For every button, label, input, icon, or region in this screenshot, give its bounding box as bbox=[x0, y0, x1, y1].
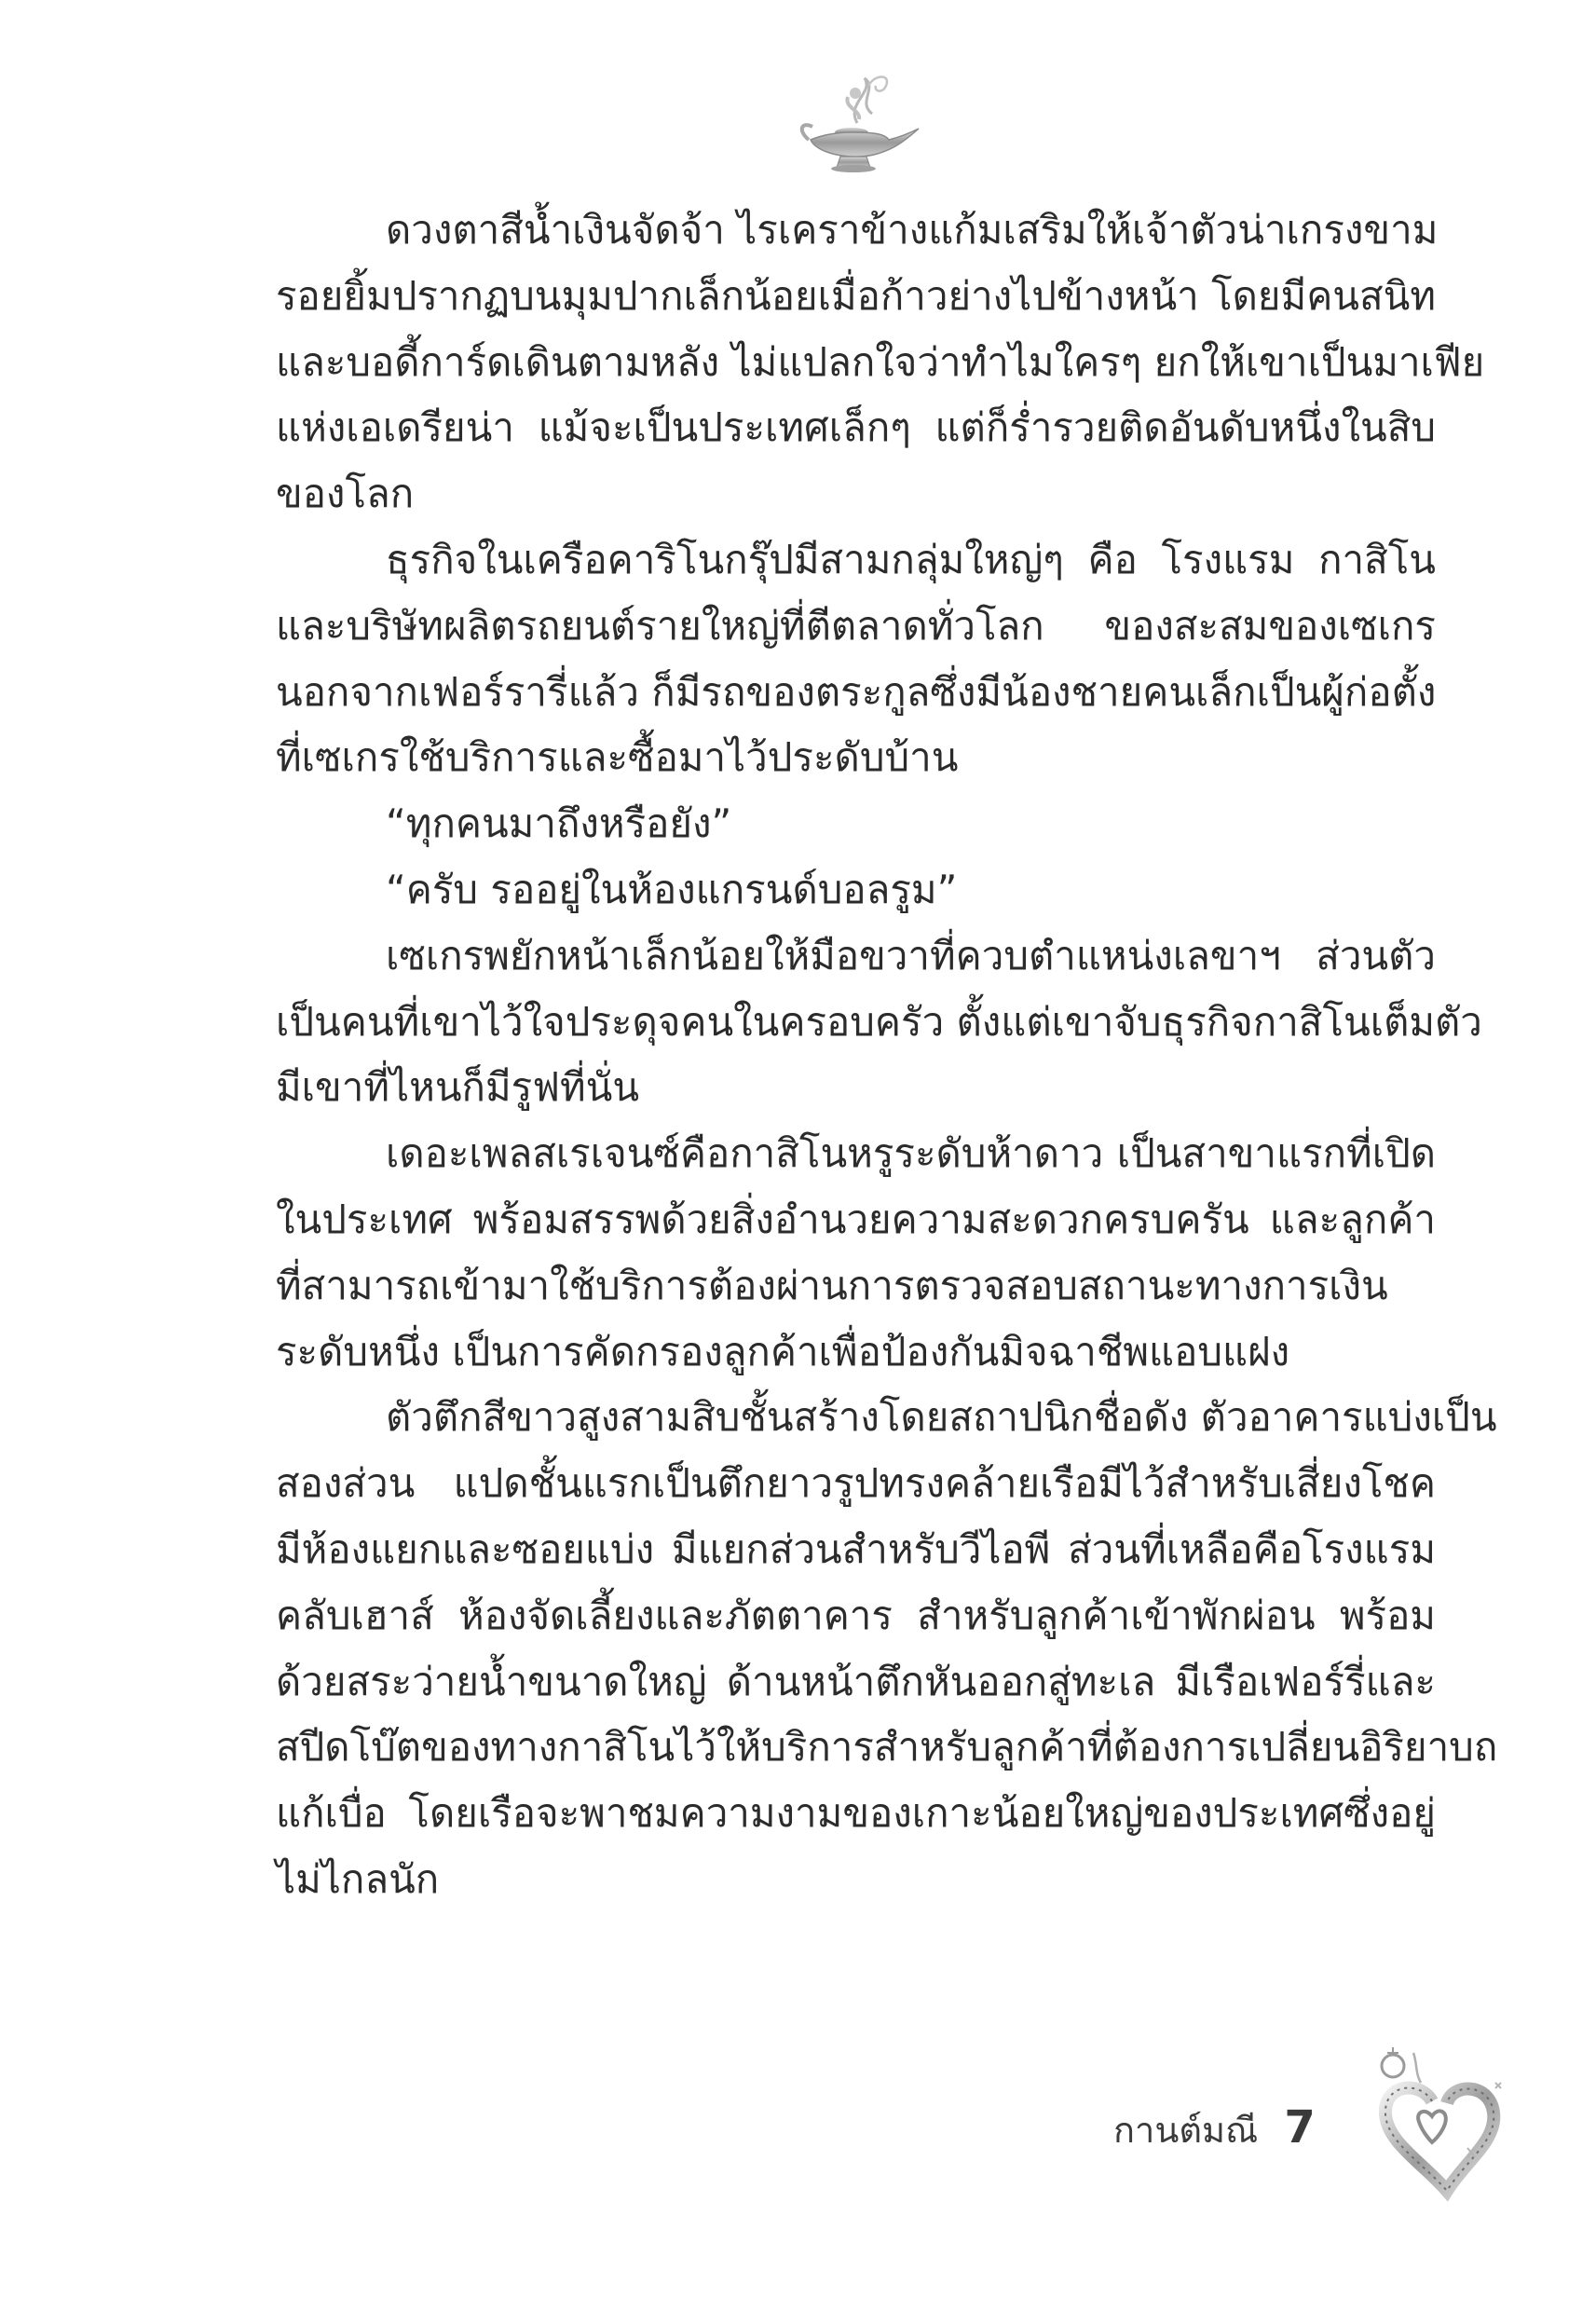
text-line: ที่เซเกรใช้บริการและซื้อมาไว้ประดับบ้าน bbox=[276, 734, 959, 781]
text-line: ดวงตาสีน้ำเงินจัดจ้า ไรเคราข้างแก้มเสริมให้เจ้าตัวน่าเกรงขาม bbox=[386, 207, 1439, 253]
text-line: มีห้องแยกและซอยแบ่ง มีแยกส่วนสำหรับวีไอพี ส่วนที่เหลือคือโรงแรม bbox=[276, 1525, 1436, 1572]
text-line: “ทุกคนมาถึงหรือยัง” bbox=[386, 800, 732, 847]
text-line: และบอดี้การ์ดเดินตามหลัง ไม่แปลกใจว่าทำไมใครๆ ยกให้เขาเป็นมาเฟีย bbox=[276, 338, 1485, 385]
text-line: สปีดโบ๊ตของทางกาสิโนไว้ให้บริการสำหรับลูกค้าที่ต้องการเปลี่ยนอิริยาบถ bbox=[276, 1724, 1498, 1771]
author-name: กานต์มณี bbox=[1113, 2110, 1259, 2151]
text-line: รอยยิ้มปรากฏบนมุมปากเล็กน้อยเมื่อก้าวย่างไปข้างหน้า โดยมีคนสนิท bbox=[276, 272, 1437, 319]
genie-lamp-icon bbox=[792, 65, 932, 177]
body-text bbox=[276, 198, 1498, 1913]
text-line: ที่สามารถเข้ามาใช้บริการต้องผ่านการตรวจสอบสถานะทางการเงิน bbox=[276, 1262, 1388, 1308]
text-line: ของโลก bbox=[276, 471, 415, 517]
text-line: เซเกรพยักหน้าเล็กน้อยให้มือขวาที่ควบตำแหน่งเลขาฯ ส่วนตัว bbox=[386, 932, 1436, 978]
text-line: ในประเทศ พร้อมสรรพด้วยสิ่งอำนวยความสะดวกครบครัน และลูกค้า bbox=[276, 1196, 1436, 1242]
text-line: ไม่ไกลนัก bbox=[276, 1855, 440, 1902]
text-line: แก้เบื่อ โดยเรือจะพาชมความงามของเกาะน้อยใหญ่ของประเทศซึ่งอยู่ bbox=[276, 1790, 1436, 1837]
jeweled-heart-icon bbox=[1356, 2045, 1509, 2208]
text-line: มีเขาที่ไหนก็มีรูฟที่นั่น bbox=[276, 1064, 640, 1111]
text-line: ด้วยสระว่ายน้ำขนาดใหญ่ ด้านหน้าตึกหันออกสู่ทะเล มีเรือเฟอร์รี่และ bbox=[276, 1658, 1436, 1704]
text-line: แห่งเอเดรียน่า แม้จะเป็นประเทศเล็กๆ แต่ก็ร่ำรวยติดอันดับหนึ่งในสิบ bbox=[276, 404, 1436, 451]
text-line: คลับเฮาส์ ห้องจัดเลี้ยงและภัตตาคาร สำหรับลูกค้าเข้าพักผ่อน พร้อม bbox=[276, 1592, 1436, 1638]
text-line: เดอะเพลสเรเจนซ์คือกาสิโนหรูระดับห้าดาว เป็นสาขาแรกที่เปิด bbox=[386, 1130, 1436, 1177]
text-line: นอกจากเฟอร์รารี่แล้ว ก็มีรถของตระกูลซึ่งมีน้องชายคนเล็กเป็นผู้ก่อตั้ง bbox=[276, 668, 1437, 715]
text-line: เป็นคนที่เขาไว้ใจประดุจคนในครอบครัว ตั้งแต่เขาจับธุรกิจกาสิโนเต็มตัว bbox=[276, 998, 1482, 1045]
text-line: ธุรกิจในเครือคาริโนกรุ๊ปมีสามกลุ่มใหญ่ๆ คือ โรงแรม กาสิโน bbox=[386, 536, 1436, 582]
text-line: ตัวตึกสีขาวสูงสามสิบชั้นสร้างโดยสถาปนิกชื่อดัง ตัวอาคารแบ่งเป็น bbox=[386, 1394, 1497, 1441]
page-number: 7 bbox=[1284, 2101, 1316, 2154]
text-line: “ครับ รออยู่ในห้องแกรนด์บอลรูม” bbox=[386, 866, 958, 912]
text-line: ระดับหนึ่ง เป็นการคัดกรองลูกค้าเพื่อป้องกันมิจฉาชีพแอบแฝง bbox=[276, 1328, 1290, 1374]
page-footer bbox=[1113, 2101, 1316, 2157]
text-line: และบริษัทผลิตรถยนต์รายใหญ่ที่ตีตลาดทั่วโลก ของสะสมของเซเกร bbox=[276, 602, 1436, 649]
text-line: สองส่วน แปดชั้นแรกเป็นตึกยาวรูปทรงคล้ายเรือมีไว้สำหรับเสี่ยงโชค bbox=[276, 1460, 1436, 1507]
